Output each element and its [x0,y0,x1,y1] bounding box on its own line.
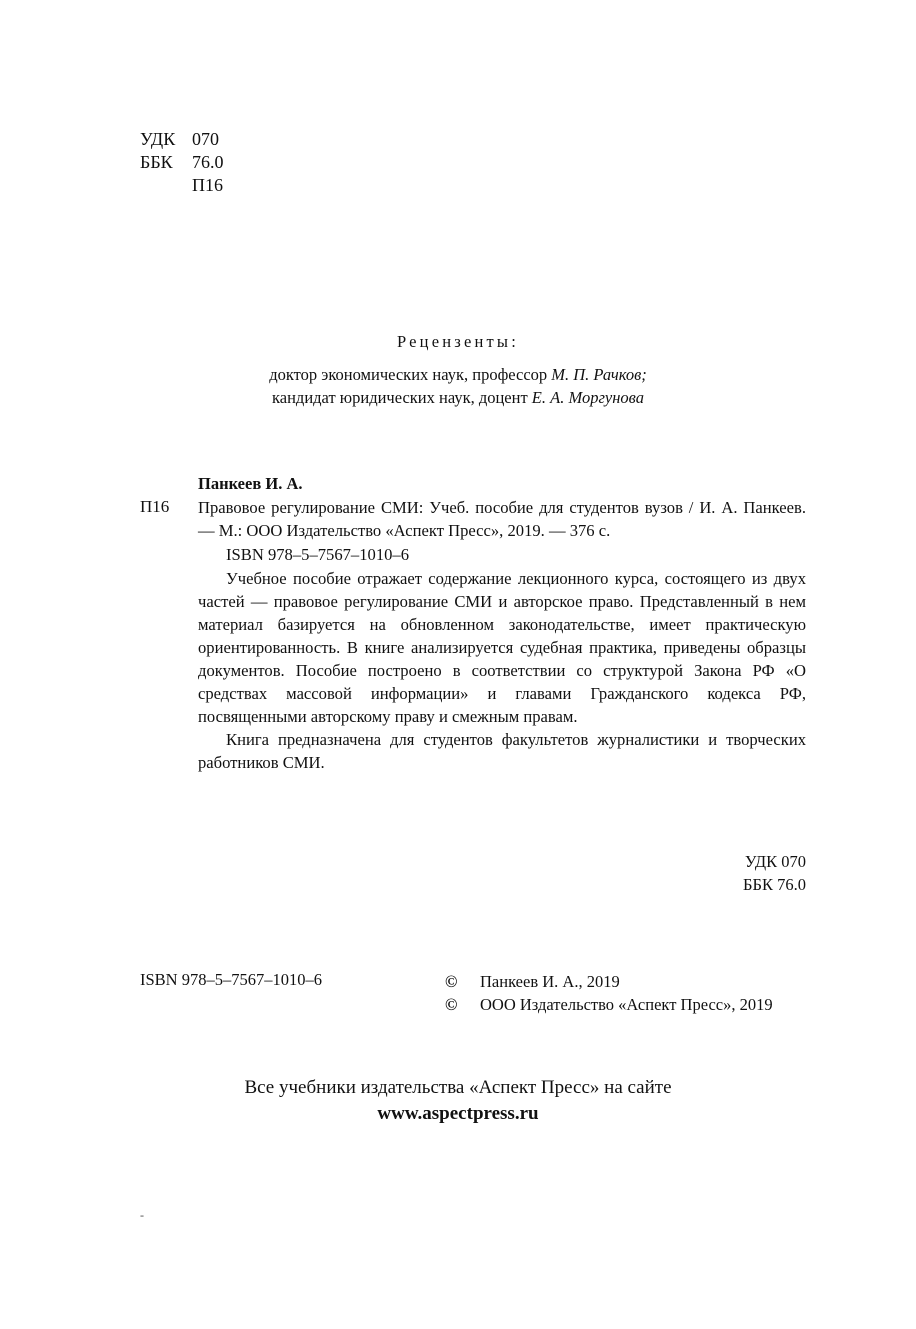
reviewer-1-name: М. П. Рачков; [551,365,647,384]
udk-row [140,128,224,151]
author-mark-row [140,174,224,197]
bbk-value: 76.0 [192,152,224,172]
reviewer-2 [0,386,916,409]
udk-label: УДК [140,129,176,149]
record-isbn: ISBN 978–5–7567–1010–6 [226,545,410,564]
reviewer-1-title: доктор экономических наук, профессор [269,365,552,384]
copyright-text: Панкеев И. А., 2019 [480,972,620,991]
publisher-website-link[interactable]: www.aspectpress.ru [377,1103,539,1124]
annotation-paragraph-2: Книга предназначена для студентов факультетов журналистики и творческих работников СМИ. [198,730,806,772]
bottom-bbk: ББК 76.0 [743,875,806,894]
reviewers-heading: Рецензенты: [396,332,520,351]
copyright-line [445,970,773,993]
bbk-label: ББК [140,152,173,172]
author-mark-value: П16 [192,175,223,195]
classification-codes [140,128,224,197]
copyright-block [445,970,773,1016]
bottom-udk: УДК 070 [744,852,806,871]
reviewer-2-name: Е. А. Моргунова [531,388,644,407]
bottom-classification [743,850,806,896]
bibliographic-record [198,496,806,774]
reviewer-2-title: кандидат юридических наук, доцент [272,388,532,407]
bbk-row [140,151,224,174]
promo-line: Все учебники издательства «Аспект Пресс» на сайте [244,1077,672,1098]
copyright-line [445,993,773,1016]
footer-mark: - [140,1208,144,1222]
record-index: П16 [140,497,170,516]
publisher-promo [0,1075,916,1127]
author-mark-label [140,174,192,197]
bibliographic-description: Правовое регулирование СМИ: Учеб. пособие для студентов вузов / И. А. Панкеев. — М.: ООО Издательство «Аспект Пресс», 2019. — 376 с. [198,498,806,540]
copyright-icon: © [445,972,458,991]
reviewers-block [0,330,916,409]
copyright-icon: © [445,995,458,1014]
bottom-isbn: ISBN 978–5–7567–1010–6 [140,970,322,989]
udk-value: 070 [192,129,219,149]
annotation-paragraph-1: Учебное пособие отражает содержание лекционного курса, состоящего из двух частей — правовое регулирование СМИ и авторское право. Представленный в нем материал базируется на обновленном законодательстве, имеет практическую ориентированность. В книге анализируется судебная практика, приведены образцы документов. Пособие построено в соответствии со структурой Закона РФ «О средствах массовой информации» и главами Гражданского кодекса РФ, посвященными авторскому праву и смежным правам. [198,569,806,726]
author-heading: Панкеев И. А. [198,474,303,493]
copyright-text: ООО Издательство «Аспект Пресс», 2019 [480,995,773,1014]
reviewer-1 [0,363,916,386]
annotation [198,567,806,774]
